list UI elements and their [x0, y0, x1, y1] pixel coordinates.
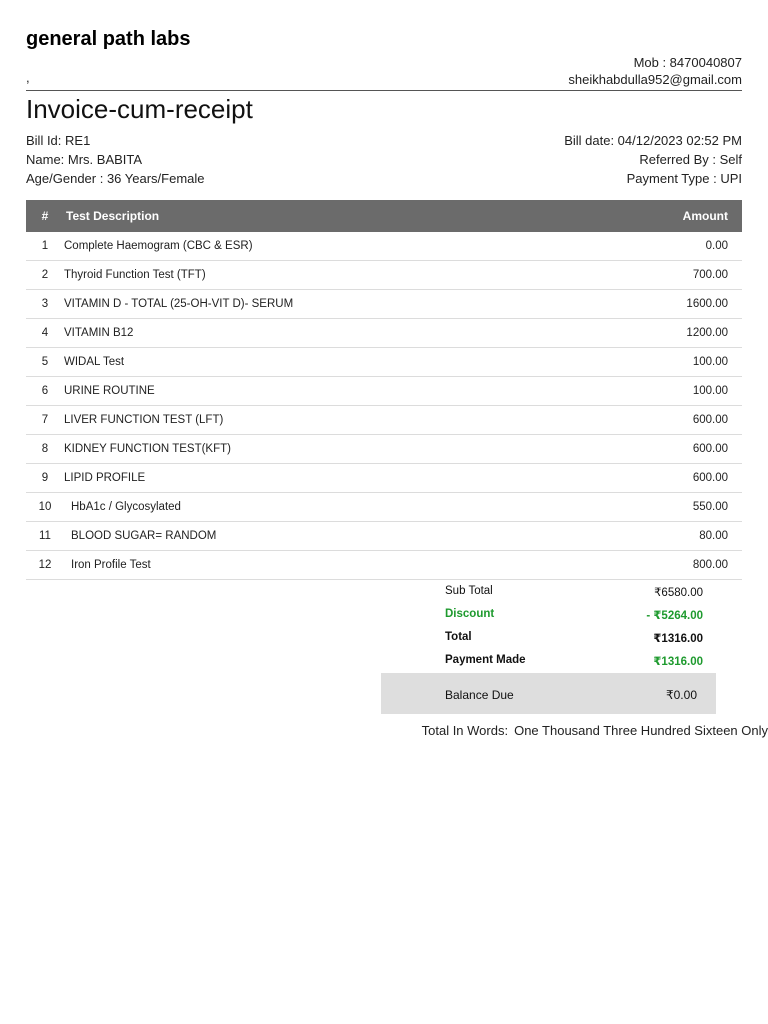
row-amount: 550.00: [588, 493, 742, 522]
row-description: Complete Haemogram (CBC & ESR): [64, 232, 588, 261]
table-row: [26, 319, 742, 348]
contact-block: [568, 54, 742, 88]
subtotal-value: ₹6580.00: [654, 587, 703, 599]
discount-row: [381, 603, 716, 626]
total-in-words: [422, 723, 768, 738]
payment-type: Payment Type : UPI: [626, 171, 742, 186]
table-row: [26, 551, 742, 580]
row-amount: 100.00: [588, 377, 742, 406]
patient-name: Name: Mrs. BABITA: [26, 152, 143, 167]
row-number: 1: [26, 232, 64, 261]
row-description: URINE ROUTINE: [64, 377, 588, 406]
header-amount: Amount: [682, 209, 728, 223]
table-row: [26, 435, 742, 464]
totals-block: [381, 580, 716, 672]
lab-name: general path labs: [26, 28, 191, 50]
items-table: [26, 200, 742, 580]
table-row: [26, 464, 742, 493]
row-amount: 80.00: [588, 522, 742, 551]
email-address: sheikhabdulla952@gmail.com: [568, 72, 742, 87]
header-divider: [26, 90, 742, 91]
discount-label: Discount: [445, 608, 495, 620]
payment-made-label: Payment Made: [445, 654, 526, 666]
mobile-number: Mob : 8470040807: [633, 55, 742, 70]
row-amount: 600.00: [588, 406, 742, 435]
balance-due-value: ₹0.00: [666, 688, 697, 702]
row-amount: 700.00: [588, 261, 742, 290]
table-header-row: [26, 200, 742, 232]
row-amount: 600.00: [588, 435, 742, 464]
balance-due-label: Balance Due: [445, 688, 514, 702]
row-number: 9: [26, 464, 64, 493]
balance-due-box: [381, 673, 716, 714]
subtotal-label: Sub Total: [445, 585, 493, 597]
address-line: ,: [26, 70, 30, 85]
row-description: VITAMIN B12: [64, 319, 588, 348]
total-value: ₹1316.00: [653, 633, 703, 645]
bill-info: [564, 131, 742, 188]
row-number: 4: [26, 319, 64, 348]
row-number: 11: [26, 522, 64, 551]
row-amount: 1200.00: [588, 319, 742, 348]
row-description: WIDAL Test: [64, 348, 588, 377]
row-number: 8: [26, 435, 64, 464]
referred-by: Referred By : Self: [639, 152, 742, 167]
row-number: 3: [26, 290, 64, 319]
row-amount: 0.00: [588, 232, 742, 261]
row-number: 6: [26, 377, 64, 406]
total-in-words-value: One Thousand Three Hundred Sixteen Only: [514, 723, 768, 738]
row-description: LIVER FUNCTION TEST (LFT): [64, 406, 588, 435]
patient-info: [26, 131, 205, 188]
age-gender: Age/Gender : 36 Years/Female: [26, 171, 205, 186]
document-title: Invoice-cum-receipt: [26, 94, 253, 124]
header-number: #: [41, 209, 49, 223]
table-row: [26, 406, 742, 435]
table-row: [26, 261, 742, 290]
bill-id: Bill Id: RE1: [26, 133, 91, 148]
total-row: [381, 626, 716, 649]
row-description: KIDNEY FUNCTION TEST(KFT): [64, 435, 588, 464]
row-amount: 800.00: [588, 551, 742, 580]
table-row: [26, 377, 742, 406]
row-description: Thyroid Function Test (TFT): [64, 261, 588, 290]
row-amount: 100.00: [588, 348, 742, 377]
table-row: [26, 232, 742, 261]
row-number: 12: [26, 551, 64, 580]
table-row: [26, 290, 742, 319]
table-row: [26, 522, 742, 551]
discount-value: - ₹5264.00: [646, 610, 703, 622]
table-row: [26, 348, 742, 377]
row-description: LIPID PROFILE: [64, 464, 588, 493]
header-description: Test Description: [66, 209, 160, 223]
total-in-words-label: Total In Words:: [421, 723, 509, 738]
row-description: VITAMIN D - TOTAL (25-OH-VIT D)- SERUM: [64, 290, 588, 319]
row-amount: 1600.00: [588, 290, 742, 319]
row-description: HbA1c / Glycosylated: [64, 493, 588, 522]
bill-date: Bill date: 04/12/2023 02:52 PM: [564, 133, 742, 148]
subtotal-row: [381, 580, 716, 603]
row-number: 7: [26, 406, 64, 435]
total-label: Total: [445, 631, 472, 643]
row-number: 5: [26, 348, 64, 377]
row-number: 10: [26, 493, 64, 522]
row-description: Iron Profile Test: [64, 551, 588, 580]
payment-made-value: ₹1316.00: [653, 656, 703, 668]
payment-made-row: [381, 649, 716, 672]
row-description: BLOOD SUGAR= RANDOM: [64, 522, 588, 551]
row-number: 2: [26, 261, 64, 290]
row-amount: 600.00: [588, 464, 742, 493]
table-row: [26, 493, 742, 522]
